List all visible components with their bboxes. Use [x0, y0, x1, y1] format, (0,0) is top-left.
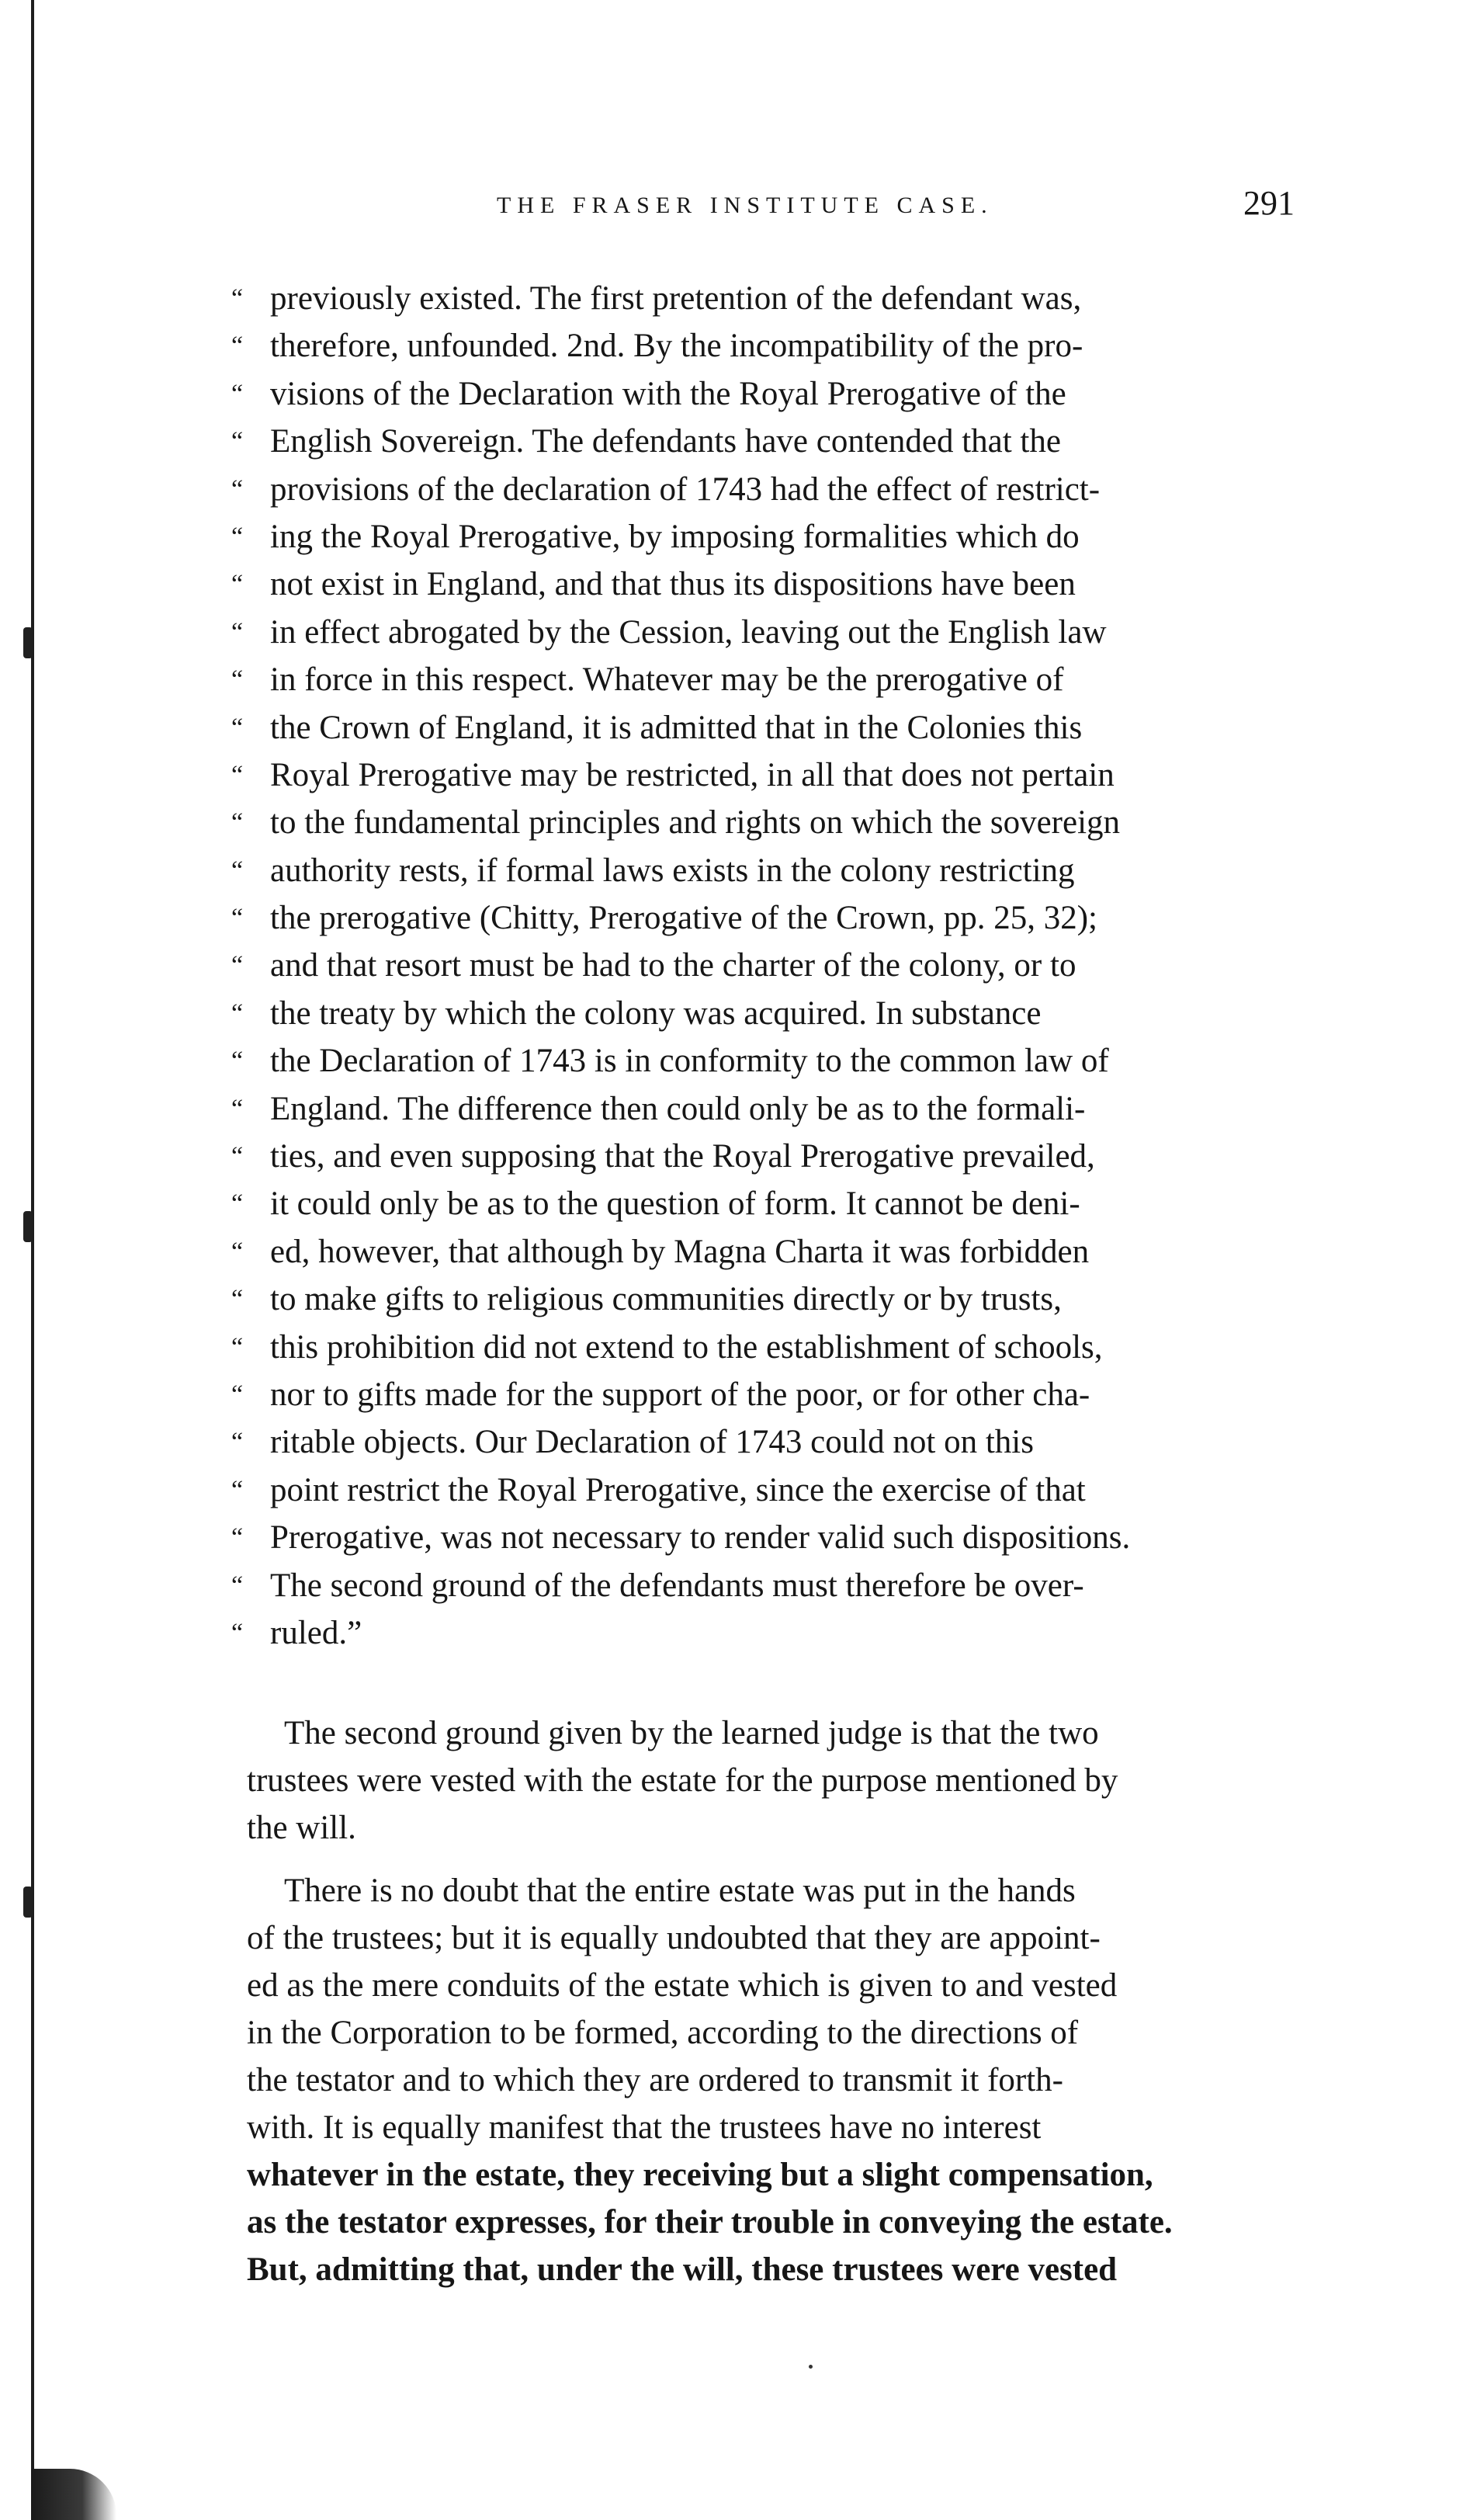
quoted-line-text: ties, and even supposing that the Royal Prerogative prevailed,: [270, 1138, 1095, 1175]
quoted-line: [231, 275, 1333, 322]
paragraph-line: as the testator expresses, for their trouble in conveying the estate.: [247, 2204, 1173, 2241]
quoted-line: [231, 1418, 1333, 1466]
quote-mark: “: [231, 1618, 244, 1647]
ink-speck: [809, 2365, 813, 2369]
quoted-line-text: provisions of the declaration of 1743 had the effect of restrict-: [270, 470, 1101, 508]
quoted-line-text: therefore, unfounded. 2nd. By the incompatibility of the pro-: [270, 328, 1083, 365]
quote-mark: “: [231, 1237, 244, 1266]
quote-mark: “: [231, 379, 244, 408]
quote-mark: “: [231, 1571, 244, 1600]
quoted-line-text: visions of the Declaration with the Royal Prerogative of the: [270, 375, 1066, 412]
quoted-line: [231, 1180, 1333, 1227]
quoted-line: [231, 656, 1333, 703]
quoted-line-text: point restrict the Royal Prerogative, since the exercise of that: [270, 1471, 1086, 1508]
quoted-line-text: and that resort must be had to the charter of the colony, or to: [270, 947, 1076, 984]
quote-mark: “: [231, 760, 244, 790]
quoted-line-text: ritable objects. Our Declaration of 1743 could not on this: [270, 1424, 1034, 1461]
quote-mark: “: [231, 665, 244, 695]
quote-mark: “: [231, 808, 244, 838]
quoted-line: [231, 942, 1333, 989]
paragraph-line: the testator and to which they are ordered to transmit it forth-: [247, 2062, 1063, 2098]
quote-mark: “: [231, 713, 244, 742]
quoted-line: [231, 1371, 1333, 1418]
paragraph-line: the will.: [247, 1810, 356, 1846]
body-text: [247, 1710, 1333, 2309]
quoted-line: [231, 847, 1333, 894]
paragraph-second-ground: [247, 1710, 1333, 1852]
quote-mark: “: [231, 1094, 244, 1123]
quote-mark: “: [231, 474, 244, 504]
paragraph-line: The second ground given by the learned judge is that the two: [284, 1715, 1099, 1751]
page-binding-shadow: [31, 2469, 116, 2520]
page-binding-edge: [31, 0, 34, 2520]
quoted-line-text: in force in this respect. Whatever may be the prerogative of: [270, 661, 1064, 699]
quoted-line: [231, 704, 1333, 751]
quoted-line: [231, 1133, 1333, 1180]
quoted-line: [231, 561, 1333, 608]
quoted-line: [231, 751, 1333, 799]
quoted-line: [231, 1228, 1333, 1276]
quote-mark: “: [231, 1047, 244, 1076]
quoted-line-text: ing the Royal Prerogative, by imposing formalities which do: [270, 518, 1080, 555]
quoted-line-text: the prerogative (Chitty, Prerogative of the Crown, pp. 25, 32);: [270, 900, 1097, 937]
quote-mark: “: [231, 284, 244, 313]
paragraph-trustees: [247, 1867, 1333, 2293]
quoted-line-text: it could only be as to the question of form. It cannot be deni-: [270, 1185, 1080, 1223]
quoted-line-text: this prohibition did not extend to the establishment of schools,: [270, 1328, 1103, 1366]
quoted-line: [231, 370, 1333, 418]
paragraph-line: whatever in the estate, they receiving but a slight compensation,: [247, 2157, 1153, 2193]
quote-mark: “: [231, 1428, 244, 1457]
quoted-line-text: ed, however, that although by Magna Charta it was forbidden: [270, 1233, 1090, 1270]
quoted-line: [231, 1562, 1333, 1609]
binding-ink-mark: [23, 1211, 33, 1242]
quoted-line-text: to the fundamental principles and rights on which the sovereign: [270, 804, 1121, 842]
quoted-judgment-block: [231, 275, 1333, 1657]
quoted-line: [231, 513, 1333, 561]
quote-mark: “: [231, 998, 244, 1028]
running-head: THE FRASER INSTITUTE CASE.: [497, 193, 993, 218]
quote-mark: “: [231, 1380, 244, 1409]
quoted-line-text: authority rests, if formal laws exists in the colony restricting: [270, 852, 1075, 889]
quoted-line: [231, 1467, 1333, 1514]
quoted-line-text: Prerogative, was not necessary to render valid such dispositions.: [270, 1519, 1131, 1557]
quoted-line-text: The second ground of the defendants must therefore be over-: [270, 1567, 1084, 1604]
quoted-line: [231, 322, 1333, 370]
paragraph-line: in the Corporation to be formed, according to the directions of: [247, 2015, 1079, 2051]
quote-mark: “: [231, 1523, 244, 1553]
quote-mark: “: [231, 617, 244, 647]
quoted-line: [231, 894, 1333, 942]
quoted-line: [231, 1609, 1333, 1657]
quoted-line: [231, 1324, 1333, 1371]
quoted-line-text: in effect abrogated by the Cession, leaving out the English law: [270, 613, 1107, 651]
quoted-line: [231, 1514, 1333, 1561]
quoted-line-text: ruled.”: [270, 1614, 362, 1651]
quote-mark: “: [231, 331, 244, 361]
quote-mark: “: [231, 427, 244, 456]
quoted-line-text: nor to gifts made for the support of the poor, or for other cha-: [270, 1376, 1090, 1413]
quote-mark: “: [231, 904, 244, 933]
quoted-line-text: England. The difference then could only be as to the formali-: [270, 1090, 1086, 1127]
quoted-line-text: Royal Prerogative may be restricted, in all that does not pertain: [270, 756, 1115, 793]
paragraph-line: trustees were vested with the estate for the purpose mentioned by: [247, 1762, 1118, 1799]
quoted-line-text: to make gifts to religious communities directly or by trusts,: [270, 1281, 1062, 1318]
quoted-line-text: not exist in England, and that thus its dispositions have been: [270, 566, 1076, 603]
quoted-line-text: the Declaration of 1743 is in conformity to the common law of: [270, 1043, 1109, 1080]
quoted-line: [231, 1037, 1333, 1085]
quoted-line-text: English Sovereign. The defendants have contended that the: [270, 423, 1061, 460]
quoted-line: [231, 1085, 1333, 1133]
quote-mark: “: [231, 856, 244, 885]
quote-mark: “: [231, 1285, 244, 1314]
quote-mark: “: [231, 1189, 244, 1219]
quoted-line-text: the Crown of England, it is admitted that in the Colonies this: [270, 709, 1083, 746]
quote-mark: “: [231, 1475, 244, 1505]
paragraph-line: of the trustees; but it is equally undoubted that they are appoint-: [247, 1920, 1101, 1956]
paragraph-line: There is no doubt that the entire estate was put in the hands: [284, 1873, 1076, 1909]
page-number: 291: [1243, 184, 1295, 222]
quoted-line-text: previously existed. The first pretention of the defendant was,: [270, 280, 1082, 317]
quote-mark: “: [231, 522, 244, 551]
quoted-line: [231, 1276, 1333, 1323]
quote-mark: “: [231, 570, 244, 599]
binding-ink-mark: [23, 1887, 33, 1918]
quote-mark: “: [231, 1142, 244, 1171]
quoted-line: [231, 466, 1333, 513]
quote-mark: “: [231, 1332, 244, 1362]
paragraph-line: But, admitting that, under the will, these trustees were vested: [247, 2251, 1118, 2288]
quoted-line-text: the treaty by which the colony was acquired. In substance: [270, 994, 1042, 1032]
quoted-line: [231, 990, 1333, 1037]
quoted-line: [231, 609, 1333, 656]
paragraph-line: with. It is equally manifest that the trustees have no interest: [247, 2109, 1042, 2146]
quoted-line: [231, 799, 1333, 846]
quoted-line: [231, 418, 1333, 465]
paragraph-line: ed as the mere conduits of the estate which is given to and vested: [247, 1967, 1118, 2004]
quote-mark: “: [231, 951, 244, 981]
binding-ink-mark: [23, 627, 33, 658]
